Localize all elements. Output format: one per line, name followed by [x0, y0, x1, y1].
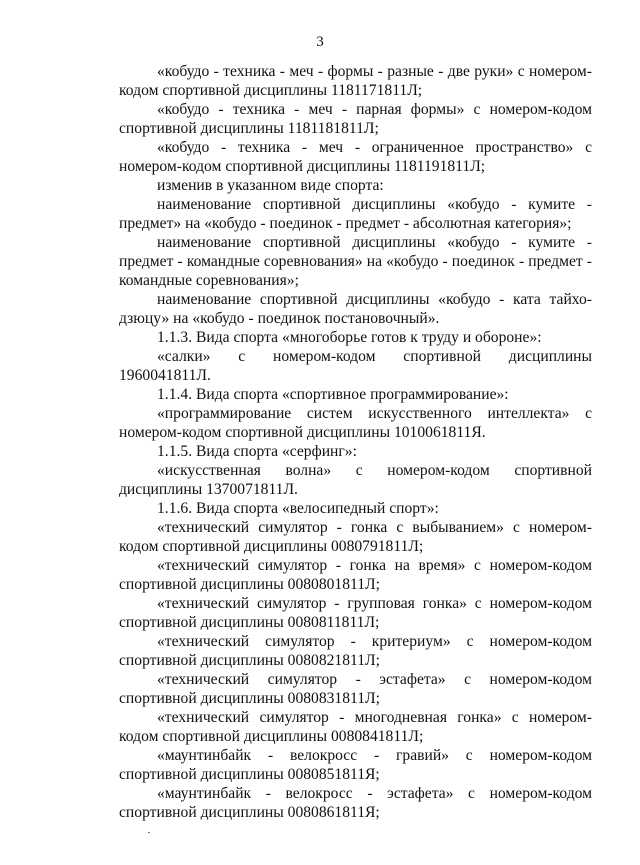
paragraph-21: «маунтинбайк - велокросс - гравий» с номером-кодом спортивной дисциплины 0080851811Я;	[119, 747, 592, 783]
section-heading-1-1-4: 1.1.4. Вида спорта «спортивное программирование»:	[157, 386, 509, 403]
paragraph-1: «кобудо - техника - меч - формы - разные - две руки» с номером-кодом спортивной дисциплины 1181171811Л;	[119, 63, 592, 99]
paragraph-7: наименование спортивной дисциплины «кобудо - ката тайхо-дзюцу» на «кобудо - поединок постановочный».	[119, 291, 592, 327]
paragraph-2: «кобудо - техника - меч - парная формы» с номером-кодом спортивной дисциплины 1181181811Л;	[119, 101, 592, 137]
paragraph-19: «технический симулятор - эстафета» с номером-кодом спортивной дисциплины 0080831811Л;	[119, 671, 592, 707]
paragraph-22: «маунтинбайк - велокросс - эстафета» с номером-кодом спортивной дисциплины 0080861811Я;	[119, 785, 592, 821]
page-number: 3	[316, 34, 324, 50]
paragraph-5: наименование спортивной дисциплины «кобудо - кумите - предмет» на «кобудо - поединок - предмет - абсолютная категория»;	[119, 196, 592, 232]
section-heading-1-1-6: 1.1.6. Вида спорта «велосипедный спорт»:	[157, 500, 439, 517]
document-body	[119, 62, 592, 822]
paragraph-9: «салки» с номером-кодом спортивной дисциплины 1960041811Л.	[119, 348, 592, 384]
paragraph-3: «кобудо - техника - меч - ограниченное пространство» с номером-кодом спортивной дисциплины 1181191811Л;	[119, 139, 592, 175]
paragraph-11: «программирование систем искусственного интеллекта» с номером-кодом спортивной дисциплины 1010061811Я.	[119, 405, 592, 441]
paragraph-17: «технический симулятор - групповая гонка» с номером-кодом спортивной дисциплины 0080811811Л;	[119, 595, 592, 631]
paragraph-13: «искусственная волна» с номером-кодом спортивной дисциплины 1370071811Л.	[119, 462, 592, 498]
paragraph-18: «технический симулятор - критериум» с номером-кодом спортивной дисциплины 0080821811Л;	[119, 633, 592, 669]
section-heading-1-1-5: 1.1.5. Вида спорта «серфинг»:	[157, 443, 357, 460]
scan-speck	[148, 832, 150, 833]
paragraph-16: «технический симулятор - гонка на время» с номером-кодом спортивной дисциплины 0080801811Л;	[119, 557, 592, 593]
paragraph-20: «технический симулятор - многодневная гонка» с номером-кодом спортивной дисциплины 0080841811Л;	[119, 709, 592, 745]
paragraph-6: наименование спортивной дисциплины «кобудо - кумите - предмет - командные соревнования» на «кобудо - поединок - предмет - командные соревнования»;	[119, 234, 592, 289]
paragraph-4: изменив в указанном виде спорта:	[157, 177, 384, 194]
section-heading-1-1-3: 1.1.3. Вида спорта «многоборье готов к труду и обороне»:	[157, 329, 542, 346]
paragraph-15: «технический симулятор - гонка с выбыванием» с номером-кодом спортивной дисциплины 0080791811Л;	[119, 519, 592, 555]
